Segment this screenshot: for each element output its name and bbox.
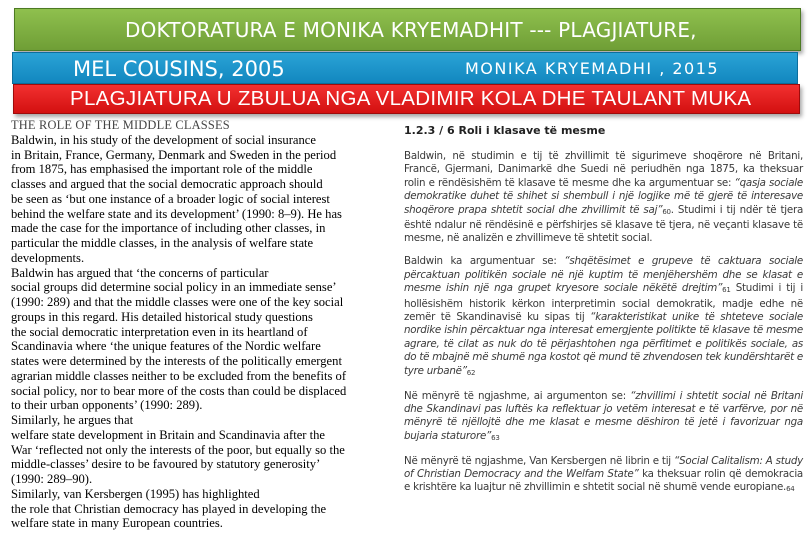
source-line: states were determined by the interests of the politically emergent [11,354,342,368]
source-line: be seen as ‘but one instance of a broader logic of social interest [11,191,330,206]
footnote-ref: 64 [786,485,795,494]
source-heading: THE ROLE OF THE MIDDLE CLASSES [11,118,230,132]
source-line: Similarly, van Kersbergen (1995) has highlighted [11,486,260,501]
source-line: welfare state development in Britain and Scandinavia after the [11,427,326,442]
source-line: particular the middle classes, in the analysis of welfare state [11,236,314,250]
copy-label: MONIKA KRYEMADHI , 2015 [465,59,720,78]
source-line: (1990: 289) and that the middle classes were one of the key social [11,295,344,309]
paragraph-text: Në mënyrë të ngjashme, Van Kersbergen në librin e tij [404,454,675,467]
source-line: social policy, nor to bear more of the costs than could be displaced [11,383,347,398]
source-line: Similarly, he argues that [11,413,134,427]
discovery-banner [13,84,800,114]
footnote-ref: 63 [491,433,500,442]
source-line: behind the welfare state and its development’ (1990: 8–9). He has [11,206,342,221]
quote-text: “shqëtësimet e grupeve të caktuara sociale përcaktuan politikën sociale në një kuptim të menjëhershëm dhe se klasat e mesme ishin një nga grupet kryesore sociale nëkëtë drejtim” [404,255,803,295]
source-line: Scandinavia where ‘the unique features of the Nordic welfare [11,339,321,354]
source-line: the social democratic interpretation even in its heartland of [11,324,308,339]
source-banner [12,52,798,84]
source-line: classes and argued that the social democratic approach should [11,177,323,191]
section-heading: 1.2.3 / 6 Roli i klasave të mesme [404,124,606,137]
paragraph-text: . Studimi i tij ndër të tjera është ndalur në rëndësinë e përfshirjes së klasave të tjera, në veçanti klasave të mesme, në analizën e zhvillimeve të shtetit social. [404,203,804,245]
quote-text: “karakteristikat unike të shteteve sociale nordike ishin përcaktuar nga interesat emergjente politikte të klasave të mesme agrare, të cilat as nuk do të përjashtohen nga përfitimet e politikës sociale, as do të mbajnë më shumë nga kostot që mund të zhvendosen tek kundërshtarët e tyre urbanë” [404,310,803,377]
source-line: Baldwin, in his study of the development of social insurance [11,132,316,147]
paragraph-text: Në mënyrë të ngjashme, ai argumenton se: [404,389,631,402]
paragraph-text: Studimi i tij i hollësishëm historik kërkon interpretimin social demokratik, madje edhe në zemër të Skandinavisë ku sipas tij [404,282,803,323]
source-line: middle-classes’ desire to be favoured by statutory generosity’ [11,457,321,472]
copied-text-column [404,124,803,544]
paragraph-2 [404,255,803,380]
source-line: developments. [11,250,85,265]
paragraph-3 [404,390,803,446]
source-line: in Britain, France, Germany, Denmark and Sweden in the period [11,147,337,162]
paragraph-text: Baldwin ka argumentuar se: [404,255,565,268]
source-text-column [11,118,397,544]
quote-text: “Social Calitalism: A study of Christian Democracy and the Welfam State” [404,454,803,481]
quote-text: “qasja sociale demokratike duhet të shihet si shembull i një logjike më të gjerë të interesave shoqërore prapa shtetit social dhe zhvillimit të saj” [404,176,803,216]
source-line: social groups did determine social policy in an immediate sense’ [11,280,337,295]
paragraph-text: ka theksuar rolin që demokracia e krishtëre ka luajtur në zhvillimin e shtetit social në shumë vende europiane. [404,468,803,494]
source-line: agrarian middle classes neither to be excluded from the benefits of [11,368,347,383]
source-label: MEL COUSINS, 2005 [73,57,285,81]
source-line: (1990: 289–90). [11,472,93,486]
source-line: the role that Christian democracy has played in developing the [11,501,327,516]
footnote-ref: 62 [466,368,476,377]
source-line: made the case for the importance of including other classes, in [11,221,326,236]
source-line: to their urban opponents’ (1990: 289). [11,398,203,413]
paragraph-4 [404,455,803,497]
source-line: Baldwin has argued that ‘the concerns of particular [11,265,269,280]
title-banner [14,8,801,51]
footnote-ref: 61 [722,286,731,295]
source-line: welfare state in many European countries. [11,516,223,531]
source-line: from 1875, has emphasised the important role of the middle [11,162,313,177]
source-line: groups in this regard. His detailed historical study questions [11,309,313,324]
paragraph-text: Baldwin, në studimin e tij të zhvillimit të sigurimeve shoqërore në Britani, Francë, Gjermani, Danimarkë dhe Suedi në periudhën nga 1875, ka theksuar rolin e rëndësishëm të klasave të mesme dhe ka argumentuar se: [404,150,803,189]
paragraph-1 [404,150,803,246]
source-line: War ‘reflected not only the interests of the poor, but equally so the [11,442,345,457]
quote-text: “zhvillimi i shtetit social në Britani dhe Skandinavi pas luftës ka reflektuar jo vetëm interesat e të varfërve, por në mënyrë të njëllojtë dhe me klasat e mesme dëshiron të jetë i favorizuar nga bujaria staturore” [404,389,803,442]
title-banner-text: DOKTORATURA E MONIKA KRYEMADHIT --- PLAGJIATURE, [125,18,697,42]
footnote-ref: 60 [662,207,671,216]
discovery-banner-text: PLAGJIATURA U ZBULUA NGA VLADIMIR KOLA DHE TAULANT MUKA [70,87,752,110]
